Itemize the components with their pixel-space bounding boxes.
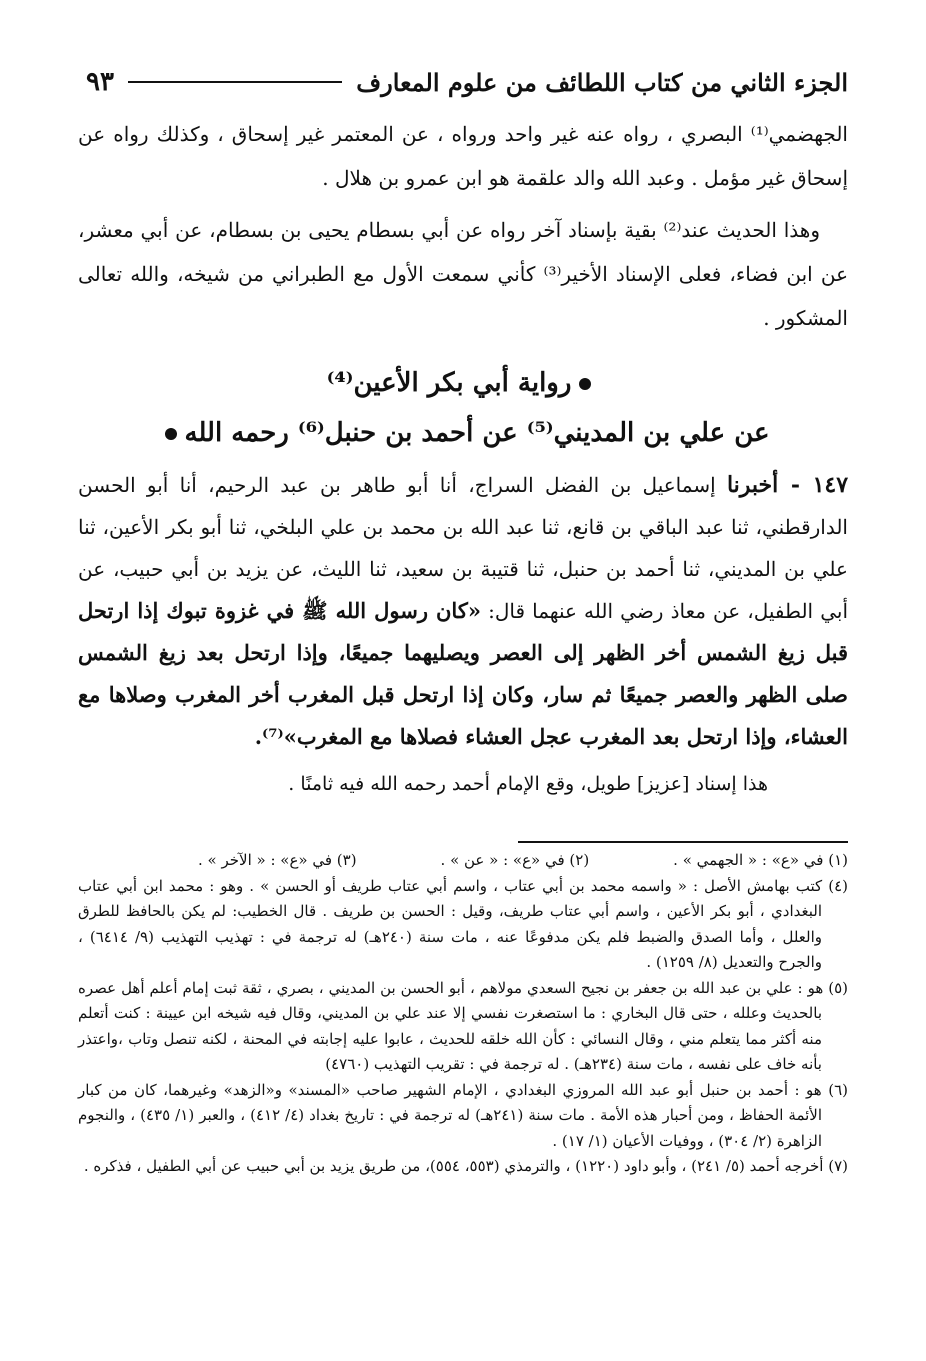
bullet-icon [579, 378, 591, 390]
footnote-separator [518, 841, 848, 843]
paragraph-2: وهذا الحديث عند⁽²⁾ بقية بإسناد آخر رواه عن أبي بسطام يحيى بن بسطام، عن أبي معشر، عن ابن فضاء، فعلى الإسناد الأخير⁽³⁾ كأني سمعت الأول مع الطبراني من شيخه، والله تعالى المشكور . [78, 218, 849, 330]
header-title: الجزء الثاني من كتاب اللطائف من علوم المعارف [356, 67, 848, 97]
footnote-5: (٥) هو : علي بن عبد الله بن جعفر بن نجيح السعدي مولاهم ، أبو الحسن بن المديني ، بصري ، ثقة ثبت إمام أعلم أهل عصره بالحديث وعلله ، حتى قال البخاري : ما استصغرت نفسي إلا عند علي بن المديني، وقال فيه شيخه ابن عيينة : كنت أتعلم منه أكثر مما يتعلم مني ، وقال النسائي : كأن الله خلقه للحديث ، عابوا عليه إجابته في المحنة ، لكنه تنصل وتاب ،واعتذر بأنه خاف على نفسه ، مات سنة (٢٣٤هـ) . له ترجمة في : تقريب التهذيب (٤٧٦٠) [78, 978, 848, 1073]
footnote-7: (٧) أخرجه أحمد (٥/ ٢٤١) ، وأبو داود (١٢٢٠) ، والترمذي (٥٥٣، ٥٥٤)، من طريق يزيد بن أبي حبيب عن أبي الطفيل ، فذكره . [83, 1157, 848, 1175]
running-header [86, 62, 848, 102]
paragraph-1: الجهضمي⁽¹⁾ البصري ، رواه عنه غير واحد ورواه ، عن المعتمر غير إسحاق ، وكذلك رواه عن إسحاق غير مؤمل . وعبد الله والد علقمة هو ابن عمرو بن هلال . [78, 122, 848, 190]
bullet-icon [165, 428, 177, 440]
hadith-isnad: إسماعيل بن الفضل السراج، أنا أبو طاهر بن عبد الرحيم، أنا أبو الحسن الدارقطني، ثنا عبد الباقي بن قانع، ثنا عبد الله بن محمد بن علي البلخي، ثنا أبو بكر الأعين، ثنا علي بن المديني، ثنا أحمد بن حنبل، ثنا قتيبة بن سعيد، ثنا الليث، عن يزيد بن أبي حبيب، عن أبي الطفيل، عن معاذ رضي الله عنهما قال: [78, 473, 849, 623]
page-number: ٩٣ [86, 67, 114, 97]
footnotes-short-row [78, 848, 848, 874]
footnote-2: (٢) في «ع» : « عن » . [440, 851, 590, 869]
section-heading [78, 358, 848, 458]
footnote-1: (١) في «ع» : « الجهمي » . [673, 851, 848, 869]
hadith-number: ١٤٧ - أخبرنا [726, 472, 849, 498]
footnotes [78, 848, 848, 1180]
hadith-matn: «كان رسول الله ﷺ في غزوة تبوك إذا ارتحل قبل زيغ الشمس أخر الظهر إلى العصر ويصليهما جميعًا، وإذا ارتحل بعد زيغ الشمس صلى الظهر والعصر جميعًا ثم سار، وكان إذا ارتحل قبل المغرب أخر المغرب وصلاها مع العشاء، وإذا ارتحل بعد المغرب عجل العشاء فصلاها مع المغرب»⁽⁷⁾. [78, 598, 848, 749]
header-rule [128, 81, 342, 83]
footnote-6: (٦) هو : أحمد بن حنبل أبو عبد الله المروزي البغدادي ، الإمام الشهير صاحب «المسند» و«الزهد» وغيرهما، كان من كبار الأئمة الحفاظ ، ومن أحبار هذه الأمة . مات سنة (٢٤١هـ) له ترجمة في : تاريخ بغداد (٤/ ٤١٢) ، والعبر (١/ ٤٣٥) ، والنجوم الزاهرة (٢/ ٣٠٤) ، ووفيات الأعيان (١/ ١٧) . [78, 1080, 848, 1150]
hadith-147 [78, 464, 848, 758]
isnad-remark: هذا إسناد [عزيز] طويل، وقع الإمام أحمد رحمه الله فيه ثامنًا . [288, 773, 768, 795]
main-text [78, 112, 848, 804]
footnote-4: (٤) كتب بهامش الأصل : « واسمه محمد بن أبي عتاب ، واسم أبي عتاب طريف أو الحسن » . وهو : محمد ابن أبي عتاب البغدادي ، أبو بكر الأعين ، واسم أبي عتاب طريف، وقيل : الحسن بن طريف . قال الخطيب: لم يكن بالحافظ للطرق والعلل ، وأما الصدق والضبط فلم يكن مدفوعًا عنه ، مات سنة (٢٤٠هـ) له ترجمة في : تهذيب التهذيب (٩/ ٦٤١٤) ، والجرح والتعديل (٨/ ١٢٥٩) . [78, 876, 848, 971]
footnote-3: (٣) في «ع» : « الآخر » . [198, 851, 357, 869]
section-heading-line-2: عن علي بن المديني⁽⁵⁾ عن أحمد بن حنبل⁽⁶⁾ رحمه الله [78, 408, 848, 458]
section-heading-line-1: رواية أبي بكر الأعين⁽⁴⁾ [78, 358, 848, 408]
